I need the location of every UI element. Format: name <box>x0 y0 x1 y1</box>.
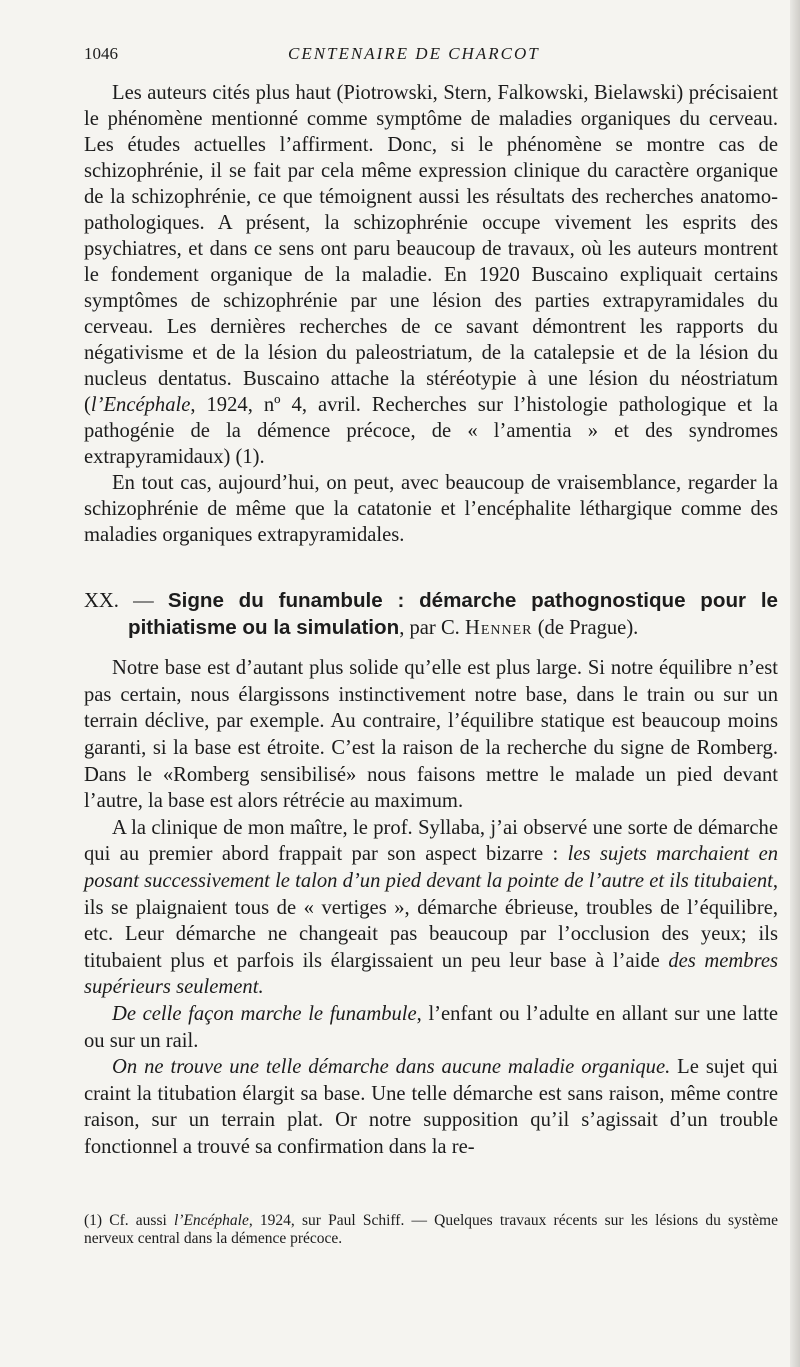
paragraph-text: Le sujet qui craint la titubation élargit sa base. Une telle démarche est sans raison, même contre raison, sur un terrain plat. Or notre supposition qu’il s’agissait d’un trouble fonctionnel a trouvé sa confirmation dans la re- <box>84 1056 778 1158</box>
page-edge-shadow <box>790 0 800 1367</box>
paragraph-text-cont: , ils se plaignaient tous de « vertiges », démarche ébrieuse, troubles de l’équilibre, etc. Leur démarche ne changeait pas beaucoup par l’occlusion des yeux; ils titubaient plus et parfois ils élargissaient un peu leur base à l’aide <box>84 869 778 972</box>
author-name: Henner <box>464 616 533 639</box>
author-affiliation: (de Prague). <box>537 616 639 639</box>
section-heading <box>84 588 778 641</box>
emphasis-text-2: des membres supérieurs seulement. <box>84 949 778 999</box>
page-number: 1046 <box>84 44 118 63</box>
footnote <box>84 1212 778 1248</box>
paragraph-text: Les auteurs cités plus haut (Piotrowski, Stern, Falkowski, Bielawski) précisaient le phénomène mentionné comme symptôme de maladies organiques du cerveau. Les études actuelles l’affirment. Donc, si le phénomène se montre cas de schizophrénie, il se fait par cela même expression clinique du caractère organique de la schizophrénie, ce que témoignent aussi les résultats des recherches anatomo-pathologiques. A présent, la schizophrénie occupe vivement les esprits des psychiatres, et dans ce sens ont paru beaucoup de travaux, où les auteurs montrent le fondement organique de la maladie. En 1920 Buscaino expliquait certains symptômes de schizophrénie par une lésion des parties extrapyramidales du cerveau. Les dernières recherches de ce savant démontrent les rapports du négativisme et de la lésion du paleostriatum, de la catalepsie et de la lésion du nucleus dentatus. Buscaino attache la stéréotypie à une lésion du néostriatum ( <box>84 82 778 416</box>
paragraph-text-cont: , 1924, nº 4, avril. Recherches sur l’histologie pathologique et la pathogénie de la démence précoce, de « l’amentia » et des syndromes extrapyramidaux) (1). <box>84 394 778 468</box>
main-text <box>84 80 778 1160</box>
paragraph-text: , l’enfant ou l’adulte en allant sur une latte ou sur un rail. <box>84 1002 779 1052</box>
paragraph-clinic <box>84 815 778 1001</box>
emphasis-text: On ne trouve une telle démarche dans aucune maladie organique. <box>112 1056 671 1079</box>
footnote-prefix: (1) Cf. aussi <box>84 1212 174 1229</box>
running-title: CENTENAIRE DE CHARCOT <box>288 44 540 63</box>
journal-citation: l’Encéphale <box>90 394 191 416</box>
section-title: Signe du funambule : démarche pathognostique pour le pithiatisme ou la simulation <box>128 589 778 639</box>
section-number: XX. — <box>84 590 154 612</box>
paragraph-schizophrenia <box>84 80 778 470</box>
paragraph-conclusion: En tout cas, aujourd’hui, on peut, avec beaucoup de vraisemblance, regarder la schizophrénie de même que la catatonie et l’encéphalite léthargique comme des maladies organiques extrapyramidales. <box>84 472 778 546</box>
emphasis-text: De celle façon marche le funambule <box>112 1002 417 1025</box>
paragraph-funambule <box>84 1001 778 1054</box>
paragraph-text: A la clinique de mon maître, le prof. Syllaba, j’ai observé une sorte de démarche qui au premier abord frappait par son aspect bizarre : <box>84 816 778 866</box>
footnote-text <box>84 1212 778 1248</box>
footnote-body: , 1924, sur Paul Schiff. — Quelques travaux récents sur les lésions du système nerveux central dans la démence précoce. <box>84 1212 778 1247</box>
emphasis-text: les sujets marchaient en posant successivement le talon d’un pied devant la pointe de l’autre et ils titubaient <box>84 843 779 892</box>
paragraph-organic <box>84 1054 778 1160</box>
paragraph-base: Notre base est d’autant plus solide qu’elle est plus large. Si notre équilibre n’est pas certain, nous élargissons instinctivement notre base, dans le train ou sur un terrain déclive, par exemple. Au contraire, l’équilibre statique est beaucoup moins garanti, si la base est étroite. C’est la raison de la recherche du signe de Romberg. Dans le «Romberg sensibilisé» nous faisons mettre le malade un pied devant l’autre, la base est alors rétrécie au maximum. <box>84 657 778 813</box>
byline-prefix: , par C. <box>399 616 460 639</box>
footnote-journal: l’Encéphale <box>173 1212 249 1229</box>
